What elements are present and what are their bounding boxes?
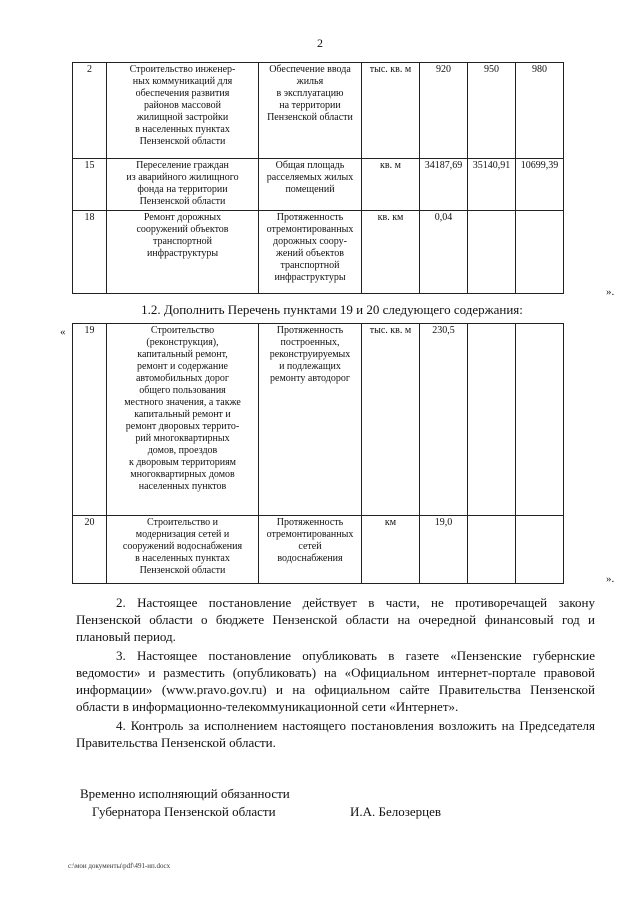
page-number: 2 bbox=[317, 36, 323, 50]
row-number: 20 bbox=[73, 516, 107, 584]
indicator-name: Протяженность построенных, реконструируемых и подлежащих ремонту автодорог bbox=[259, 324, 362, 516]
signature-title-line-2: Губернатора Пензенской области bbox=[92, 804, 276, 819]
paragraph-3: 3. Настоящее постановление опубликовать в газете «Пензенские губернские ведомости» и разместить (опубликовать) на «Официальном интернет-портале правовой информации» (www.pravo.gov.ru) и на официальном сайте Правительства Пензенской области в информационно-телекоммуникационной сети «Интернет». bbox=[76, 648, 595, 714]
signature-title-line-1: Временно исполняющий обязанности bbox=[80, 786, 290, 801]
unit: тыс. кв. м bbox=[362, 63, 420, 159]
value-2 bbox=[468, 324, 516, 516]
activity-name: Ремонт дорожных сооружений объектов транспортной инфраструктуры bbox=[107, 211, 259, 294]
row-number: 15 bbox=[73, 159, 107, 211]
value-2: 35140,91 bbox=[468, 159, 516, 211]
indicator-name: Протяженность отремонтированных сетей водоснабжения bbox=[259, 516, 362, 584]
signature-name: И.А. Белозерцев bbox=[350, 804, 442, 819]
value-2: 950 bbox=[468, 63, 516, 159]
indicator-table-new bbox=[72, 323, 564, 584]
value-2 bbox=[468, 211, 516, 294]
unit: кв. км bbox=[362, 211, 420, 294]
value-1: 19,0 bbox=[420, 516, 468, 584]
value-1: 920 bbox=[420, 63, 468, 159]
value-2 bbox=[468, 516, 516, 584]
activity-name: Строительство и модернизация сетей и сооружений водоснабжения в населенных пунктах Пензенской области bbox=[107, 516, 259, 584]
indicator-name: Протяженность отремонтированных дорожных соору- жений объектов транспортной инфраструктуры bbox=[259, 211, 362, 294]
value-3 bbox=[516, 211, 564, 294]
unit: км bbox=[362, 516, 420, 584]
row-number: 2 bbox=[73, 63, 107, 159]
value-3 bbox=[516, 324, 564, 516]
unit: тыс. кв. м bbox=[362, 324, 420, 516]
table-row bbox=[73, 159, 564, 211]
activity-name: Строительство (реконструкция), капитальный ремонт, ремонт и содержание автомобильных дорог общего пользования местного значения, а также капитальный ремонт и ремонт дворовых террито- рий многоквартирных домов, проездов к дворовым территориям многоквартирных домов населенных пунктов bbox=[107, 324, 259, 516]
value-3: 980 bbox=[516, 63, 564, 159]
table-row bbox=[73, 516, 564, 584]
value-1: 230,5 bbox=[420, 324, 468, 516]
value-3: 10699,39 bbox=[516, 159, 564, 211]
row-number: 18 bbox=[73, 211, 107, 294]
closing-quote: ». bbox=[606, 573, 615, 585]
value-1: 0,04 bbox=[420, 211, 468, 294]
table-row bbox=[73, 324, 564, 516]
indicator-name: Обеспечение ввода жилья в эксплуатацию на территории Пензенской области bbox=[259, 63, 362, 159]
section-heading: 1.2. Дополнить Перечень пунктами 19 и 20 следующего содержания: bbox=[141, 302, 523, 317]
table-row bbox=[73, 63, 564, 159]
activity-name: Переселение граждан из аварийного жилищного фонда на территории Пензенской области bbox=[107, 159, 259, 211]
opening-quote: « bbox=[60, 326, 66, 338]
indicator-table-existing bbox=[72, 62, 564, 294]
value-1: 34187,69 bbox=[420, 159, 468, 211]
unit: кв. м bbox=[362, 159, 420, 211]
file-path: c:\мои документы\pdf\491-ип.docx bbox=[68, 862, 171, 870]
row-number: 19 bbox=[73, 324, 107, 516]
closing-quote: ». bbox=[606, 286, 615, 298]
paragraph-4: 4. Контроль за исполнением настоящего постановления возложить на Председателя Правительства Пензенской области. bbox=[76, 718, 595, 750]
indicator-name: Общая площадь расселяемых жилых помещений bbox=[259, 159, 362, 211]
value-3 bbox=[516, 516, 564, 584]
activity-name: Строительство инженер- ных коммуникаций для обеспечения развития районов массовой жилищной застройки в населенных пунктах Пензенской области bbox=[107, 63, 259, 159]
paragraph-2: 2. Настоящее постановление действует в части, не противоречащей закону Пензенской области о бюджете Пензенской области на очередной финансовый год и плановый период. bbox=[76, 595, 595, 644]
table-row bbox=[73, 211, 564, 294]
